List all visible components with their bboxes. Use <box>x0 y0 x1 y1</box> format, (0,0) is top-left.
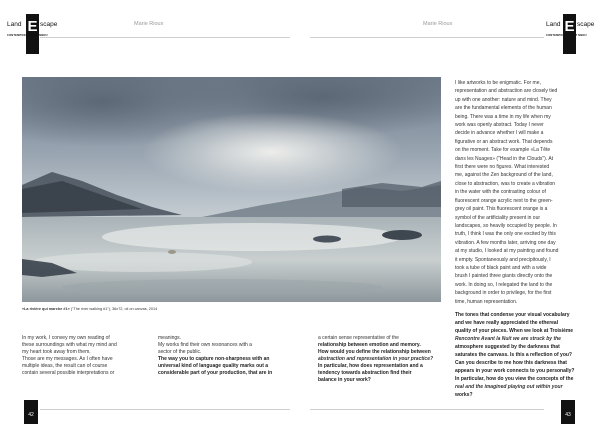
question-paragraph <box>455 311 590 399</box>
page-number-right: 43 <box>561 400 575 424</box>
text-line: multiple ideas, the result can of course <box>22 363 108 369</box>
page-number-left: 42 <box>24 400 38 424</box>
masthead-subtitle: CONTEMPORARY ART MENU <box>546 34 587 37</box>
footer-rule-right <box>310 409 544 410</box>
answer-paragraph <box>455 79 590 306</box>
text-line: work. In doing so, I relegated the land to the <box>455 281 553 288</box>
text-line: meanings. <box>158 335 182 341</box>
question-line: and we have really appreciated the ethereal <box>455 319 559 326</box>
text-column-3 <box>318 335 443 384</box>
caption-details: ("The river walking #1"), 36x72, oil on canvas, 2014 <box>69 307 158 311</box>
text-line: are the fundamental elements of the human <box>455 105 552 112</box>
masthead-word2: scape <box>40 21 58 28</box>
text-line: My works find their own resonances with a <box>158 342 252 348</box>
question-line: The tones that condense your visual vocabulary <box>455 311 570 318</box>
question-line: balance in your work? <box>318 377 371 383</box>
question-line: saturates the canvass. Is this a reflection of you? <box>455 351 572 358</box>
text-line: up with one another: nature and mind. They <box>455 96 552 103</box>
question-line: In particular, how does representation and a <box>318 363 423 369</box>
text-line: truth, I think I was the only one excited by this <box>455 231 556 238</box>
masthead-word1: Land <box>546 21 561 28</box>
author-left: Marie Rioux <box>134 21 164 27</box>
masthead-subtitle: CONTEMPORARY ART MENU <box>7 34 48 37</box>
masthead-right <box>543 14 599 54</box>
text-line: Those are my messages. As I often have <box>22 356 113 362</box>
text-line: at my studio, I looked at my painting and found <box>455 248 559 255</box>
text-line: in the water with the contrasting colour of <box>455 189 546 196</box>
question-line: atmosphere suggested by the darkness that <box>455 343 560 350</box>
question-line: Rencontre Avant la Nuit we are struck by the <box>455 335 561 342</box>
text-line: me, against the Zen background of the land, <box>455 172 553 179</box>
text-line: took a tube of black paint and with a wide <box>455 264 547 271</box>
text-line: landscapes, so heavily occupied by people. In <box>455 222 557 229</box>
text-line: representation and abstraction are closely tied <box>455 88 558 95</box>
text-line: on the moment. Take for example «La Tête <box>455 147 551 154</box>
caption-title: «La rivière qui marche #1» <box>22 307 70 311</box>
painting-caption <box>22 307 157 311</box>
painting-image <box>22 77 441 302</box>
text-line: being. There was a time in my life when my <box>455 113 551 120</box>
text-line: brush I painted three giants directly onto the <box>455 273 553 280</box>
header-rule-right <box>310 37 544 38</box>
text-column-2 <box>158 335 283 377</box>
text-line: In my work, I convey my own reading of <box>22 335 110 341</box>
question-line: The way you to capture non-sharpness with an <box>158 356 270 362</box>
text-line: grey oil paint. This fluorescent orange is a <box>455 206 548 213</box>
text-line: contain several possible interpretations or <box>22 370 115 376</box>
text-line: decide in advance whether I will make a <box>455 130 544 137</box>
text-line: close to abstraction, was to create a vibration <box>455 180 556 187</box>
masthead-word1: Land <box>7 21 22 28</box>
question-line: real and the imagined playing out within your <box>455 383 563 390</box>
text-line: first there were no figures. What interested <box>455 164 550 171</box>
text-line: vibration. A few months later, arriving one day <box>455 239 556 246</box>
question-line: abstraction and representation in your practice? <box>318 356 434 362</box>
text-line: these surroundings with what my mind and <box>22 342 117 348</box>
question-line: How would you define the relationship between <box>318 349 431 355</box>
text-line: I like artworks to be enigmatic. For me, <box>455 80 541 86</box>
question-line: Can you describe to me how this darkness that <box>455 359 567 366</box>
masthead-big-letter: E <box>26 14 39 54</box>
text-line: it empty. Spontaneously and precipitously, I <box>455 256 551 263</box>
text-line: figurative or an abstract work. That depends <box>455 138 553 145</box>
question-line: tendency towards abstraction find their <box>318 370 412 376</box>
question-line: quality of your pieces. When we look at Troisième <box>455 327 574 334</box>
text-line: my heart took away from them. <box>22 349 91 355</box>
question-line: In particular, how do you view the concepts of the <box>455 375 574 382</box>
question-line: relationship between emotion and memory. <box>318 342 421 348</box>
text-column-1 <box>22 335 147 377</box>
header-rule-left <box>40 37 290 38</box>
footer-rule-left <box>40 409 290 410</box>
masthead-big-letter: E <box>563 14 576 54</box>
text-line: a certain sense representative of the <box>318 335 399 341</box>
question-line: considerable part of your production, that are in <box>158 370 273 376</box>
question-line: universal kind of language quality marks out a <box>158 363 269 369</box>
masthead-word2: scape <box>577 21 595 28</box>
text-line: dans les Nuages» ("Head in the Clouds"). At <box>455 155 554 162</box>
text-line: sector of the public. <box>158 349 202 355</box>
text-line: symbol of the artificiality present in our <box>455 214 541 221</box>
text-line: work was openly abstract. Today I never <box>455 122 544 129</box>
question-line: works? <box>455 391 473 398</box>
masthead-left <box>4 14 74 54</box>
author-right: Marie Rioux <box>423 21 453 27</box>
text-line: fluorescent orange acrylic next to the green- <box>455 197 553 204</box>
text-line: background in order to privilege, for the first <box>455 290 552 297</box>
text-column-right <box>455 79 590 399</box>
text-line: time, human representation. <box>455 298 518 305</box>
question-line: appears in your work connects to you personally? <box>455 367 575 374</box>
